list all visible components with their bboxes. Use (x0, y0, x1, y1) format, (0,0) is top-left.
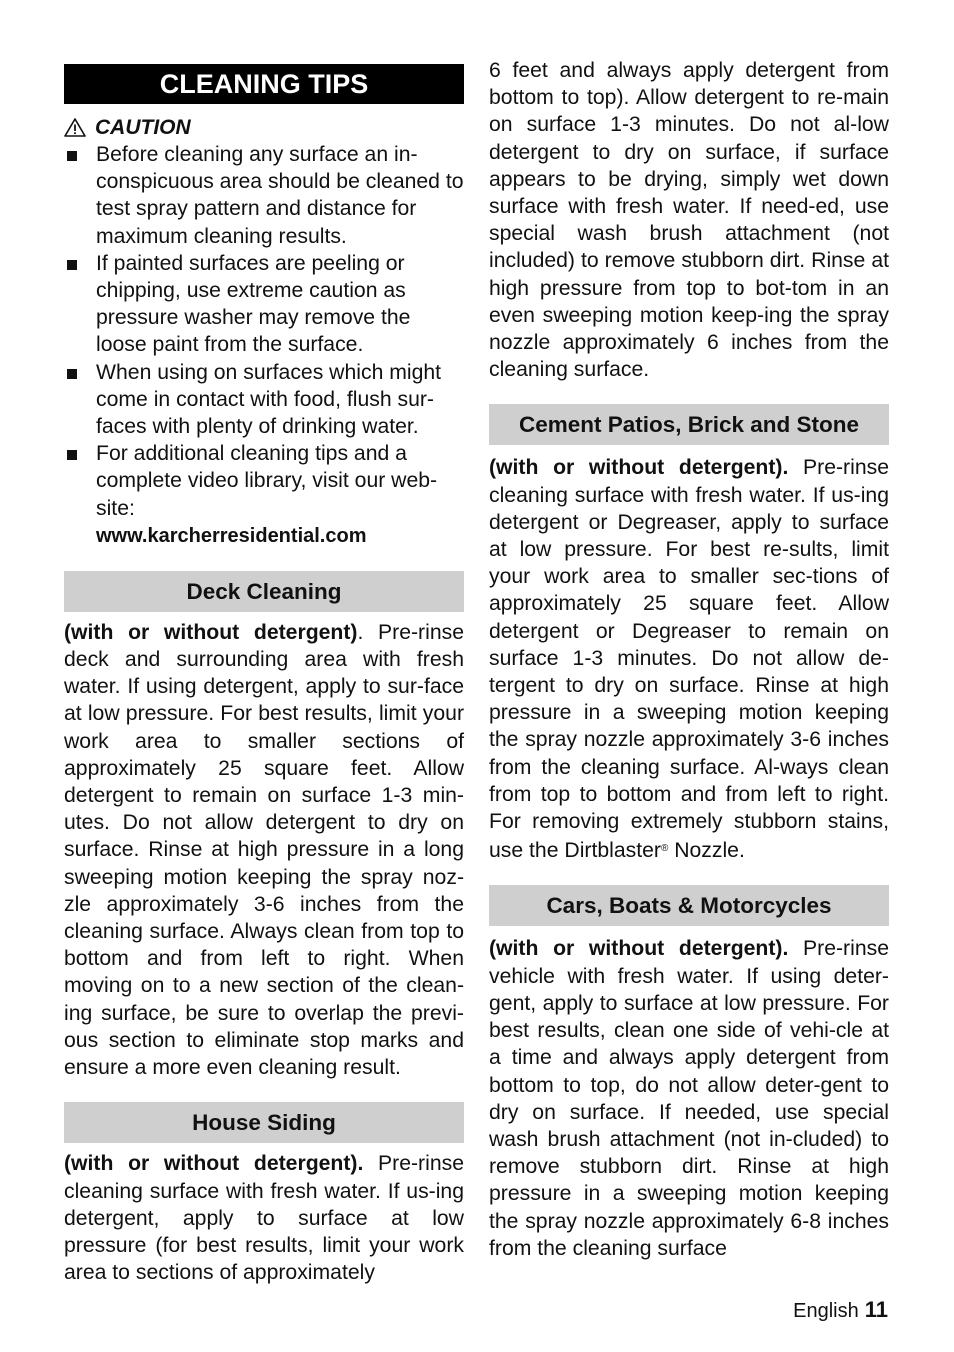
siding-paragraph-continued: 6 feet and always apply detergent from bottom to top). Allow detergent to re-main on surface 1-3 minutes. Do not al-low detergent to dry on surface, if surface appears to be drying, simply wet down surface with fresh water. If need-ed, use special wash brush attachment (not included) to remove stubborn dirt. Rinse at high pressure from top to bot-tom in an even sweeping motion keep-ing the spray nozzle approximately 6 inches from the cleaning surface. (489, 59, 889, 382)
cement-paragraph: (with or without detergent). Pre-rinse cleaning surface with fresh water. If us-ing detergent or Degreaser, apply to surface at low pressure. For best re-sults, limit your work area to smaller sec-tions of approximately 25 square feet. Allow detergent or Degreaser to remain on surface 1-3 minutes. Do not allow de-tergent to dry on surface. Rinse at high pressure in a sweeping motion keeping the spray nozzle approximately 3-6 inches from the cleaning surface. Al-ways clean from top to bottom and from left to right. For removing extremely stubborn stains, use the Dirtblaster® Nozzle. (489, 456, 889, 863)
deck-paragraph: (with or without detergent). Pre-rinse deck and surrounding area with fresh water. If using detergent, apply to sur-face at low pressure. For best results, limit your work area to smaller sections of approximately 25 square feet. Allow detergent to remain on surface 1-3 min-utes. Do not allow detergent to dry on surface. Rinse at high pressure in a long sweeping motion keeping the spray noz-zle approximately 3-6 inches from the cleaning surface. Always clean from top to bottom and from left to right. When moving on to a new section of the clean-ing surface, be sure to overlap the previ-ous section to eliminate stop marks and ensure a more even cleaning result. (64, 620, 464, 1080)
right-column (489, 57, 889, 1262)
list-item: If painted surfaces are peeling or chipping, use extreme caution as pressure washer may remove the loose paint from the surface. (64, 250, 464, 359)
cars-paragraph: (with or without detergent). Pre-rinse vehicle with fresh water. If using deter-gent, apply to surface at low pressure. For best results, clean one side of vehi-cle at a time and always apply detergent from bottom to top, do not allow deter-gent to dry on surface. If needed, use special wash brush attachment (not in-cluded) to remove stubborn dirt. Rinse at high pressure in a sweeping motion keeping the spray nozzle approximately 6-8 inches from the cleaning surface (489, 937, 889, 1260)
cars-lead: (with or without detergent). (489, 937, 789, 961)
list-item: When using on surfaces which might come in contact with food, flush sur-faces with plenty of drinking water. (64, 359, 464, 441)
section-heading-deck: Deck Cleaning (64, 571, 464, 612)
footer-language: English (793, 1300, 859, 1322)
section-heading-cement: Cement Patios, Brick and Stone (489, 404, 889, 445)
section-heading-siding: House Siding (64, 1102, 464, 1143)
left-column (64, 57, 464, 1286)
page-title: CLEANING TIPS (64, 64, 464, 104)
registered-mark: ® (660, 843, 669, 855)
caution-list (64, 141, 464, 522)
list-item: For additional cleaning tips and a complete video library, visit our web-site: (64, 440, 464, 522)
siding-lead: (with or without detergent). (64, 1152, 364, 1176)
caution-heading (64, 114, 464, 141)
square-bullet-icon (67, 450, 77, 460)
warning-triangle-icon (64, 118, 86, 137)
deck-lead: (with or without detergent) (64, 620, 358, 644)
square-bullet-icon (67, 369, 77, 379)
square-bullet-icon (67, 260, 77, 270)
cement-lead: (with or without detergent). (489, 456, 789, 480)
caution-label: CAUTION (95, 116, 191, 139)
square-bullet-icon (67, 151, 77, 161)
website-link[interactable]: www.karcherresidential.com (96, 524, 367, 547)
siding-paragraph: (with or without detergent). Pre-rinse cleaning surface with fresh water. If us-ing detergent, apply to surface at low pressure (for best results, limit your work area to sections of approximately (64, 1152, 464, 1285)
page-footer (793, 1297, 888, 1323)
section-heading-cars: Cars, Boats & Motorcycles (489, 885, 889, 926)
list-item: Before cleaning any surface an in-conspicuous area should be cleaned to test spray pattern and distance for maximum cleaning results. (64, 141, 464, 250)
page-number: 11 (864, 1297, 888, 1322)
